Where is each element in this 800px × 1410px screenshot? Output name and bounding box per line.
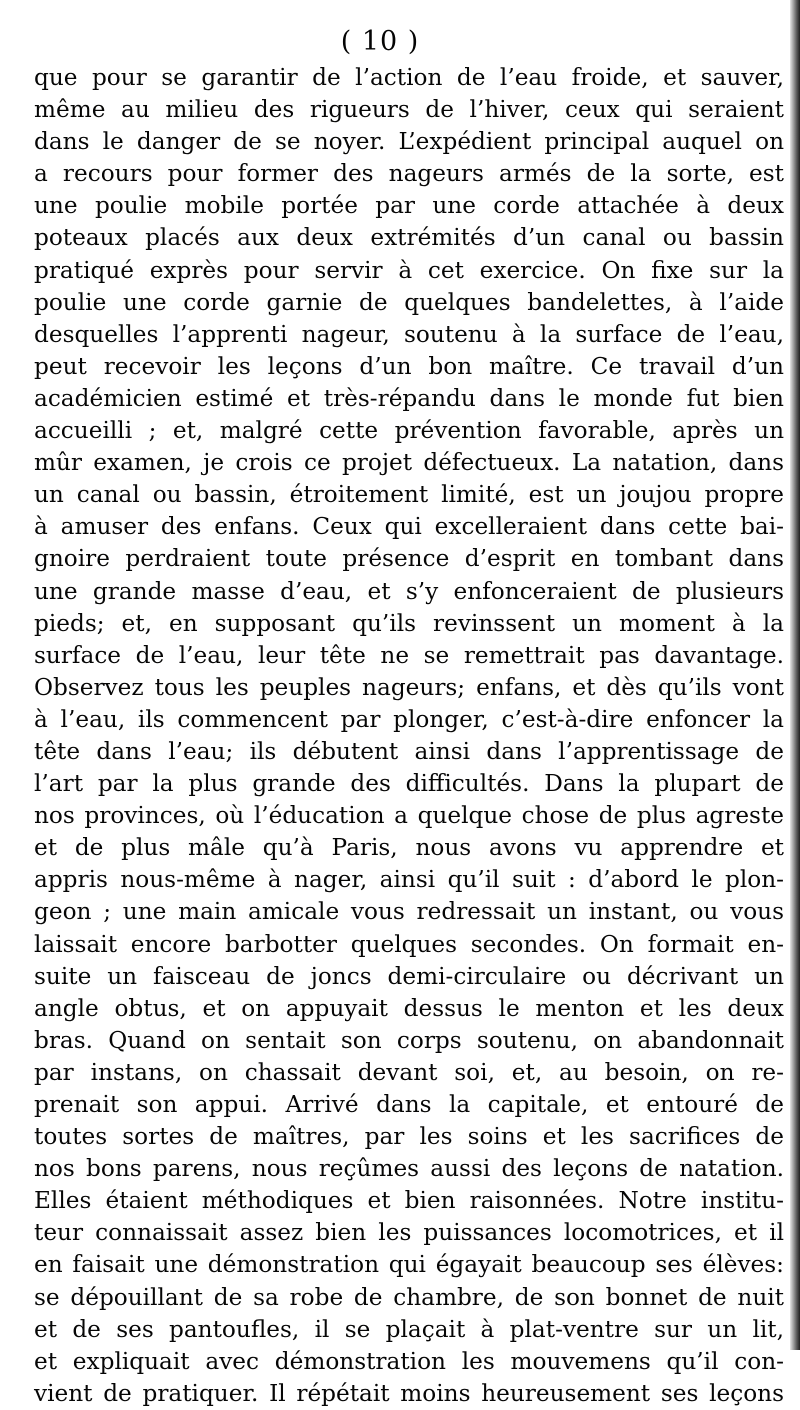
text-line: gnoire perdraient toute présence d’esprit en tombant dans (34, 545, 784, 573)
text-line: Elles étaient méthodiques et bien raisonnées. Notre institu- (34, 1187, 784, 1215)
text-line: pieds; et, en supposant qu’ils revinssent un moment à la (34, 609, 784, 637)
text-line: desquelles l’apprenti nageur, soutenu à la surface de l’eau, (34, 320, 784, 348)
text-line: se dépouillant de sa robe de chambre, de son bonnet de nuit (34, 1283, 784, 1311)
text-line: vient de pratiquer. Il répétait moins heureusement ses leçons (34, 1379, 784, 1407)
text-line: l’art par la plus grande des difficultés. Dans la plupart de (34, 770, 784, 798)
text-line: nos bons parens, nous reçûmes aussi des leçons de natation. (34, 1155, 784, 1183)
text-line: nos provinces, où l’éducation a quelque chose de plus agreste (34, 802, 784, 830)
text-line: surface de l’eau, leur tête ne se remettrait pas davantage. (34, 641, 784, 669)
text-line: toutes sortes de maîtres, par les soins et les sacrifices de (34, 1123, 784, 1151)
text-line: poulie une corde garnie de quelques bandelettes, à l’aide (34, 288, 784, 316)
text-line: accueilli ; et, malgré cette prévention favorable, après un (34, 417, 784, 445)
text-line: par instans, on chassait devant soi, et, au besoin, on re- (34, 1058, 784, 1086)
page-number: ( 10 ) (340, 26, 420, 57)
text-line: prenait son appui. Arrivé dans la capitale, et entouré de (34, 1091, 784, 1118)
text-line: appris nous-même à nager, ainsi qu’il suit : d’abord le plon- (34, 866, 784, 894)
text-line: a recours pour former des nageurs armés de la sorte, est (34, 160, 784, 188)
text-line: même au milieu des rigueurs de l’hiver, ceux qui seraient (34, 96, 784, 124)
text-line: académicien estimé et très-répandu dans le monde fut bien (34, 384, 784, 412)
text-line: mûr examen, je crois ce projet défectueux. La natation, dans (34, 449, 784, 477)
page-body-text (34, 62, 784, 1410)
text-line: Observez tous les peuples nageurs; enfans, et dès qu’ils vont (34, 673, 784, 701)
text-line: teur connaissait assez bien les puissances locomotrices, et il (34, 1219, 784, 1247)
text-line: et expliquait avec démonstration les mouvemens qu’il con- (34, 1347, 784, 1375)
text-line: peut recevoir les leçons d’un bon maître. Ce travail d’un (34, 352, 784, 380)
scan-page-edge (790, 0, 800, 1350)
text-line: et de ses pantoufles, il se plaçait à plat-ventre sur un lit, (34, 1315, 784, 1343)
text-line: un canal ou bassin, étroitement limité, est un joujou propre (34, 481, 784, 509)
text-line: bras. Quand on sentait son corps soutenu, on abandonnait (34, 1026, 784, 1054)
text-line: laissait encore barbotter quelques secondes. On formait en- (34, 930, 784, 958)
text-line: à l’eau, ils commencent par plonger, c’est-à-dire enfoncer la (34, 705, 784, 733)
text-line: pratiqué exprès pour servir à cet exercice. On fixe sur la (34, 256, 784, 284)
text-line: à amuser des enfans. Ceux qui excelleraient dans cette bai- (34, 513, 784, 541)
text-line: poteaux placés aux deux extrémités d’un canal ou bassin (34, 224, 784, 252)
text-line: en faisait une démonstration qui égayait beaucoup ses élèves: (34, 1251, 784, 1279)
text-line: et de plus mâle qu’à Paris, nous avons vu apprendre et (34, 834, 784, 862)
text-line: une poulie mobile portée par une corde attachée à deux (34, 192, 784, 220)
text-line: angle obtus, et on appuyait dessus le menton et les deux (34, 994, 784, 1022)
text-line: que pour se garantir de l’action de l’eau froide, et sauver, (34, 64, 784, 91)
text-line: tête dans l’eau; ils débutent ainsi dans l’apprentissage de (34, 737, 784, 765)
text-line: dans le danger de se noyer. L’expédient principal auquel on (34, 128, 784, 156)
text-line: une grande masse d’eau, et s’y enfonceraient de plusieurs (34, 577, 784, 605)
text-line: suite un faisceau de joncs demi-circulaire ou décrivant un (34, 962, 784, 990)
text-line: geon ; une main amicale vous redressait un instant, ou vous (34, 898, 784, 926)
